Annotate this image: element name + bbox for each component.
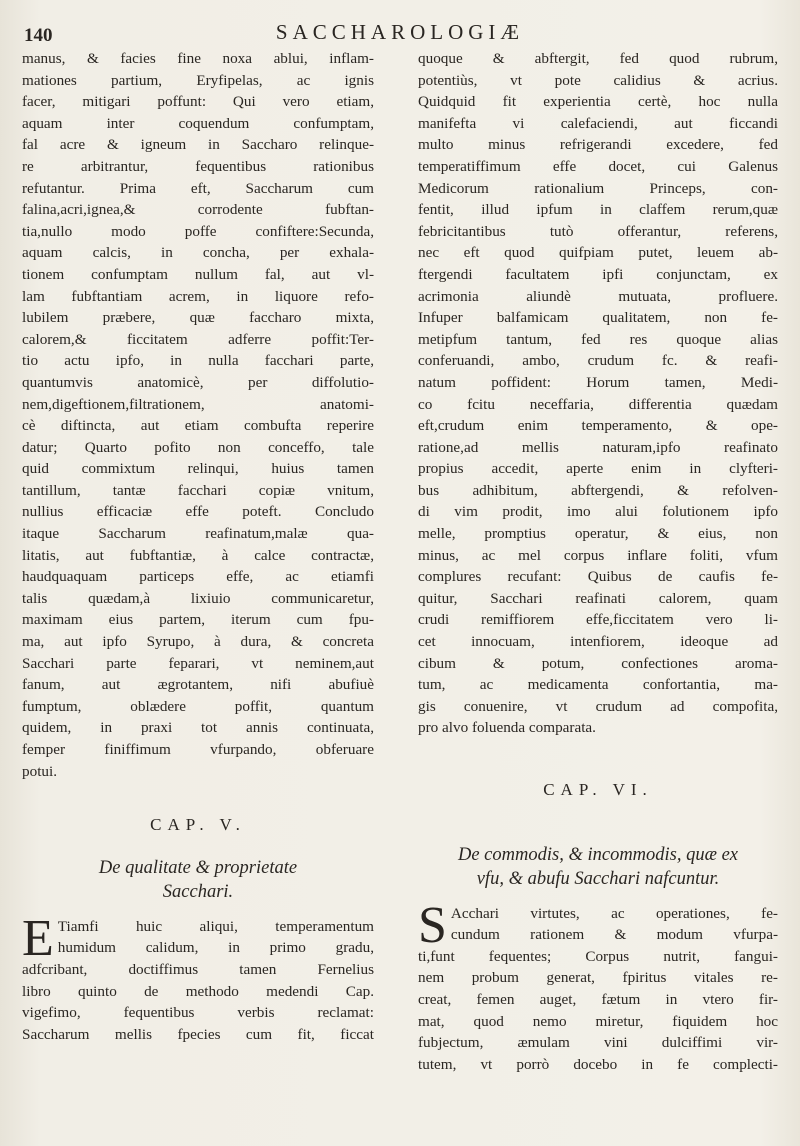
left-column: [22, 48, 374, 1045]
text-line: Medicorum rationalium Princeps, con-: [418, 179, 778, 197]
chapter-title-line: Sacchari.: [162, 881, 234, 902]
chapter-heading: CAP. V.: [150, 815, 246, 835]
text-line: fubjectum, æmulam vini dulciffimi vir-: [418, 1034, 778, 1052]
text-line: quoque & abftergit, fed quod rubrum,: [418, 50, 778, 67]
text-line: lam fubftantiam acrem, in liquore refo-: [22, 287, 374, 305]
text-line: potentiùs, vt pote calidius & acrius.: [418, 71, 778, 89]
text-line: haudquaquam particeps effe, ac etiamfi: [22, 568, 374, 586]
text-line: quantumvis anatomicè, per diffolutio-: [22, 373, 374, 391]
text-line: acrimonia aliundè mutuata, profluere.: [418, 287, 778, 305]
text-line: Infuper balfamicam qualitatem, non fe-: [418, 309, 778, 327]
chapter-heading: CAP. VI.: [543, 780, 653, 799]
text-line: talis quædam,à lixiuio communicaretur,: [22, 589, 374, 607]
text-line: quidem, in praxi tot annis continuata,: [22, 719, 374, 737]
text-line: maximam eius partem, iterum cum fpu-: [22, 611, 374, 629]
text-line: adfcribant, doctiffimus tamen Fernelius: [22, 960, 374, 978]
text-line: vigefimo, fequentibus verbis reclamat:: [22, 1004, 374, 1022]
text-line: mationes partium, Eryfipelas, ac ignis: [22, 71, 374, 89]
text-line: eft,crudum enim temperamento, & ope-: [418, 417, 778, 435]
text-line: re arbitrantur, fequentibus rationibus: [22, 157, 374, 175]
chapter-title-line: vfu, & abufu Sacchari nafcuntur.: [476, 868, 720, 889]
text-line: Saccharum mellis fpecies cum fit, ficcat: [22, 1025, 374, 1043]
text-line: Tiamfi huic aliqui, temperamentum: [57, 917, 374, 935]
text-line: minus, ac mel corpus inflare foliti, vfum: [418, 546, 778, 564]
text-line: libro quinto de methodo medendi Cap.: [22, 982, 374, 1000]
text-line: nem,digeftionem,filtrationem, anatomi-: [22, 395, 374, 413]
text-line: nem probum generat, fpiritus vitales re-: [418, 969, 778, 987]
text-line: multo minus refrigerandi excedere, fed: [418, 136, 778, 154]
text-line: potui.: [22, 762, 58, 780]
text-line: tionem confumptam nullum fal, aut vl-: [22, 265, 374, 283]
text-line: ratione,ad mellis naturam,ipfo reafinato: [418, 438, 778, 456]
text-line: complures recufant: Quibus de caufis fe-: [418, 568, 778, 586]
text-line: nullius efficaciæ effe poteft. Concludo: [22, 503, 374, 521]
chapter-paragraph: [418, 896, 778, 1076]
text-line: mat, quod nemo miretur, fiquidem hoc: [418, 1012, 778, 1030]
text-line: cundum rationem & modum vfurpa-: [450, 926, 778, 944]
text-line: fal acre & igneum in Saccharo relinque-: [22, 136, 374, 154]
text-line: di vim prodit, imo alui folutionem ipfo: [418, 503, 778, 521]
text-line: metipfum tantum, fed res quoque alias: [418, 330, 778, 348]
text-line: manifefta vi calefaciendi, aut ficcandi: [418, 114, 778, 132]
text-line: cibum & potum, confectiones aroma-: [418, 654, 778, 672]
running-head: [24, 20, 776, 50]
text-line: facer, mitigari poffunt: Qui vero etiam,: [22, 93, 374, 111]
text-line: febricitantibus tutò offerantur, referens,: [418, 222, 778, 240]
text-line: pro alvo foluenda comparata.: [418, 719, 596, 737]
text-line: calorem,& ficcitatem adferre poffit:Ter-: [22, 330, 374, 348]
text-line: fanum, aut ægrotantem, nifi abufiuè: [22, 676, 374, 694]
text-line: ma, aut ipfo Syrupo, à dura, & concreta: [22, 633, 374, 651]
text-line: tutem, vt porrò docebo in fe complecti-: [418, 1055, 778, 1073]
running-title: SACCHAROLOGIÆ: [275, 20, 525, 44]
text-line: femper finiffimum vfurpando, obferuare: [22, 741, 374, 758]
text-line: cet innocuam, intenfiorem, ideoque ad: [418, 633, 778, 651]
text-line: tio actu ipfo, in nulla facchari parte,: [22, 352, 374, 370]
text-line: aquam calcis, in concha, per exhala-: [22, 244, 374, 262]
text-line: propius accedit, aperte enim in clyfteri-: [418, 460, 778, 478]
text-line: litatis, aut fubftantiæ, à calce contractæ,: [22, 546, 374, 564]
text-line: cè diftincta, aut etiam combufta reperire: [22, 417, 374, 435]
text-line: creat, femen auget, fætum in vtero fir-: [418, 990, 778, 1008]
text-line: quid commixtum relinqui, huius tamen: [22, 460, 374, 478]
text-line: humidum calidum, in primo gradu,: [57, 939, 374, 957]
chapter-title: [418, 843, 778, 891]
text-line: melle, promptius operatur, & eius, non: [418, 525, 778, 543]
text-line: nec eft quod quifpiam putet, leuem ab-: [418, 244, 778, 262]
chapter-title: [22, 856, 374, 904]
drop-cap: S: [418, 896, 447, 954]
text-line: Sacchari parte feparari, vt neminem,aut: [22, 654, 374, 672]
text-line: quitur, Sacchari reafinati calorem, quam: [418, 589, 778, 607]
right-paragraph: [418, 48, 778, 739]
text-line: conferuandi, ambo, crudum fc. & reafi-: [418, 352, 778, 370]
text-line: falina,acri,ignea,& corrodente fubftan-: [22, 201, 374, 219]
drop-cap: E: [22, 909, 54, 967]
text-line: datur; Quarto pofito non conceffo, tale: [22, 438, 374, 456]
text-line: natum poffident: Horum tamen, Medi-: [418, 373, 778, 391]
left-paragraph: [22, 48, 374, 782]
text-line: ti,funt fequentes; Corpus nutrit, fangui-: [418, 947, 778, 965]
text-line: temperatiffimum effe docet, cui Galenus: [418, 157, 778, 175]
text-line: itaque Saccharum reafinatum,malæ qua-: [22, 525, 374, 543]
text-line: crudi remiffiorem effe,ficcitatem vero li-: [418, 611, 778, 629]
text-line: lubilem præbere, quæ faccharo mixta,: [22, 309, 374, 327]
text-line: tantillum, tantæ facchari copiæ vnitum,: [22, 481, 374, 499]
text-line: ftergendi facultatem ipfi conjunctam, ex: [418, 265, 778, 283]
chapter-title-line: De qualitate & proprietate: [98, 857, 298, 878]
text-line: Quidquid fit experientia certè, hoc nulla: [418, 93, 778, 111]
text-line: manus, & facies fine noxa ablui, inflam-: [22, 50, 374, 67]
text-line: fentit, illud ipfum in claffem rerum,quæ: [418, 201, 778, 219]
text-line: gis conuenire, vt crudum ad compofita,: [418, 697, 778, 715]
text-line: co fcitu neceffaria, differentia quædam: [418, 395, 778, 413]
text-line: bus adhibitum, abftergendi, & refolven-: [418, 481, 778, 499]
right-column: [418, 48, 778, 1075]
text-line: aquam inter coquendum confumptam,: [22, 114, 374, 132]
page-number: 140: [24, 25, 53, 46]
text-line: refutantur. Prima eft, Saccharum cum: [22, 179, 374, 197]
chapter-title-line: De commodis, & incommodis, quæ ex: [457, 844, 739, 865]
text-line: tum, ac medicamenta confortantia, ma-: [418, 676, 778, 694]
text-line: Acchari virtutes, ac operationes, fe-: [450, 904, 778, 922]
text-line: tia,nullo modo poffe confiftere:Secunda,: [22, 222, 374, 240]
chapter-paragraph: [22, 909, 374, 1046]
text-line: fumptum, oblædere poffit, quantum: [22, 697, 374, 715]
